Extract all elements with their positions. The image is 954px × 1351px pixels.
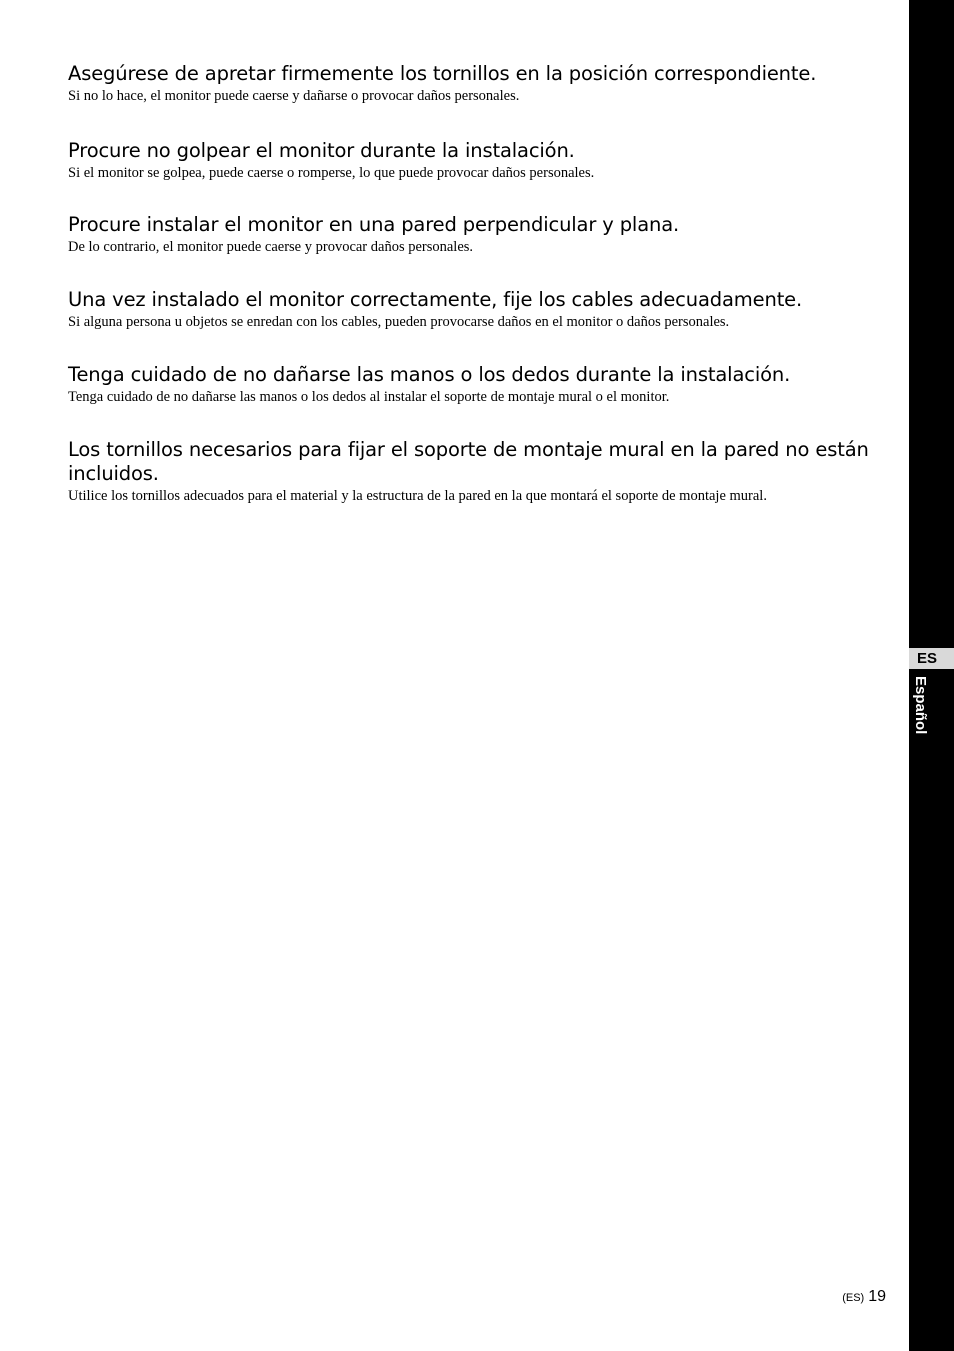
- section-body: Utilice los tornillos adecuados para el material y la estructura de la pared en la que montará el soporte de montaje mural.: [68, 488, 767, 504]
- section-protect-hands: [68, 363, 790, 407]
- section-heading: Tenga cuidado de no dañarse las manos o los dedos durante la instalación.: [68, 363, 791, 386]
- section-flat-wall: [68, 213, 679, 257]
- section-heading: Procure no golpear el monitor durante la instalación.: [68, 139, 575, 162]
- page-number-prefix: (ES): [842, 1292, 865, 1304]
- section-heading: Procure instalar el monitor en una pared perpendicular y plana.: [68, 213, 680, 236]
- section-body: Si el monitor se golpea, puede caerse o romperse, lo que puede provocar daños personales.: [68, 165, 595, 181]
- section-body: Si no lo hace, el monitor puede caerse y dañarse o provocar daños personales.: [68, 88, 520, 104]
- language-code-badge: ES: [909, 648, 954, 669]
- section-body: Si alguna persona u objetos se enredan con los cables, pueden provocarse daños en el monitor o daños personales.: [68, 314, 730, 330]
- page-number-value: 19: [868, 1288, 886, 1305]
- section-heading: Asegúrese de apretar firmemente los tornillos en la posición correspondiente.: [68, 62, 817, 85]
- section-heading: Los tornillos necesarios para fijar el soporte de montaje mural en la pared no están incluidos.: [68, 438, 869, 485]
- section-heading: Una vez instalado el monitor correctamente, fije los cables adecuadamente.: [68, 288, 803, 311]
- page-number: [842, 1288, 886, 1306]
- section-body: Tenga cuidado de no dañarse las manos o los dedos al instalar el soporte de montaje mural o el monitor.: [68, 389, 670, 405]
- section-no-impact: [68, 139, 594, 183]
- section-fix-cables: [68, 288, 802, 332]
- language-name-label: Español: [912, 676, 929, 735]
- section-screws-tighten: [68, 62, 816, 106]
- section-body: De lo contrario, el monitor puede caerse y provocar daños personales.: [68, 239, 474, 255]
- section-screws-not-included: [68, 438, 888, 506]
